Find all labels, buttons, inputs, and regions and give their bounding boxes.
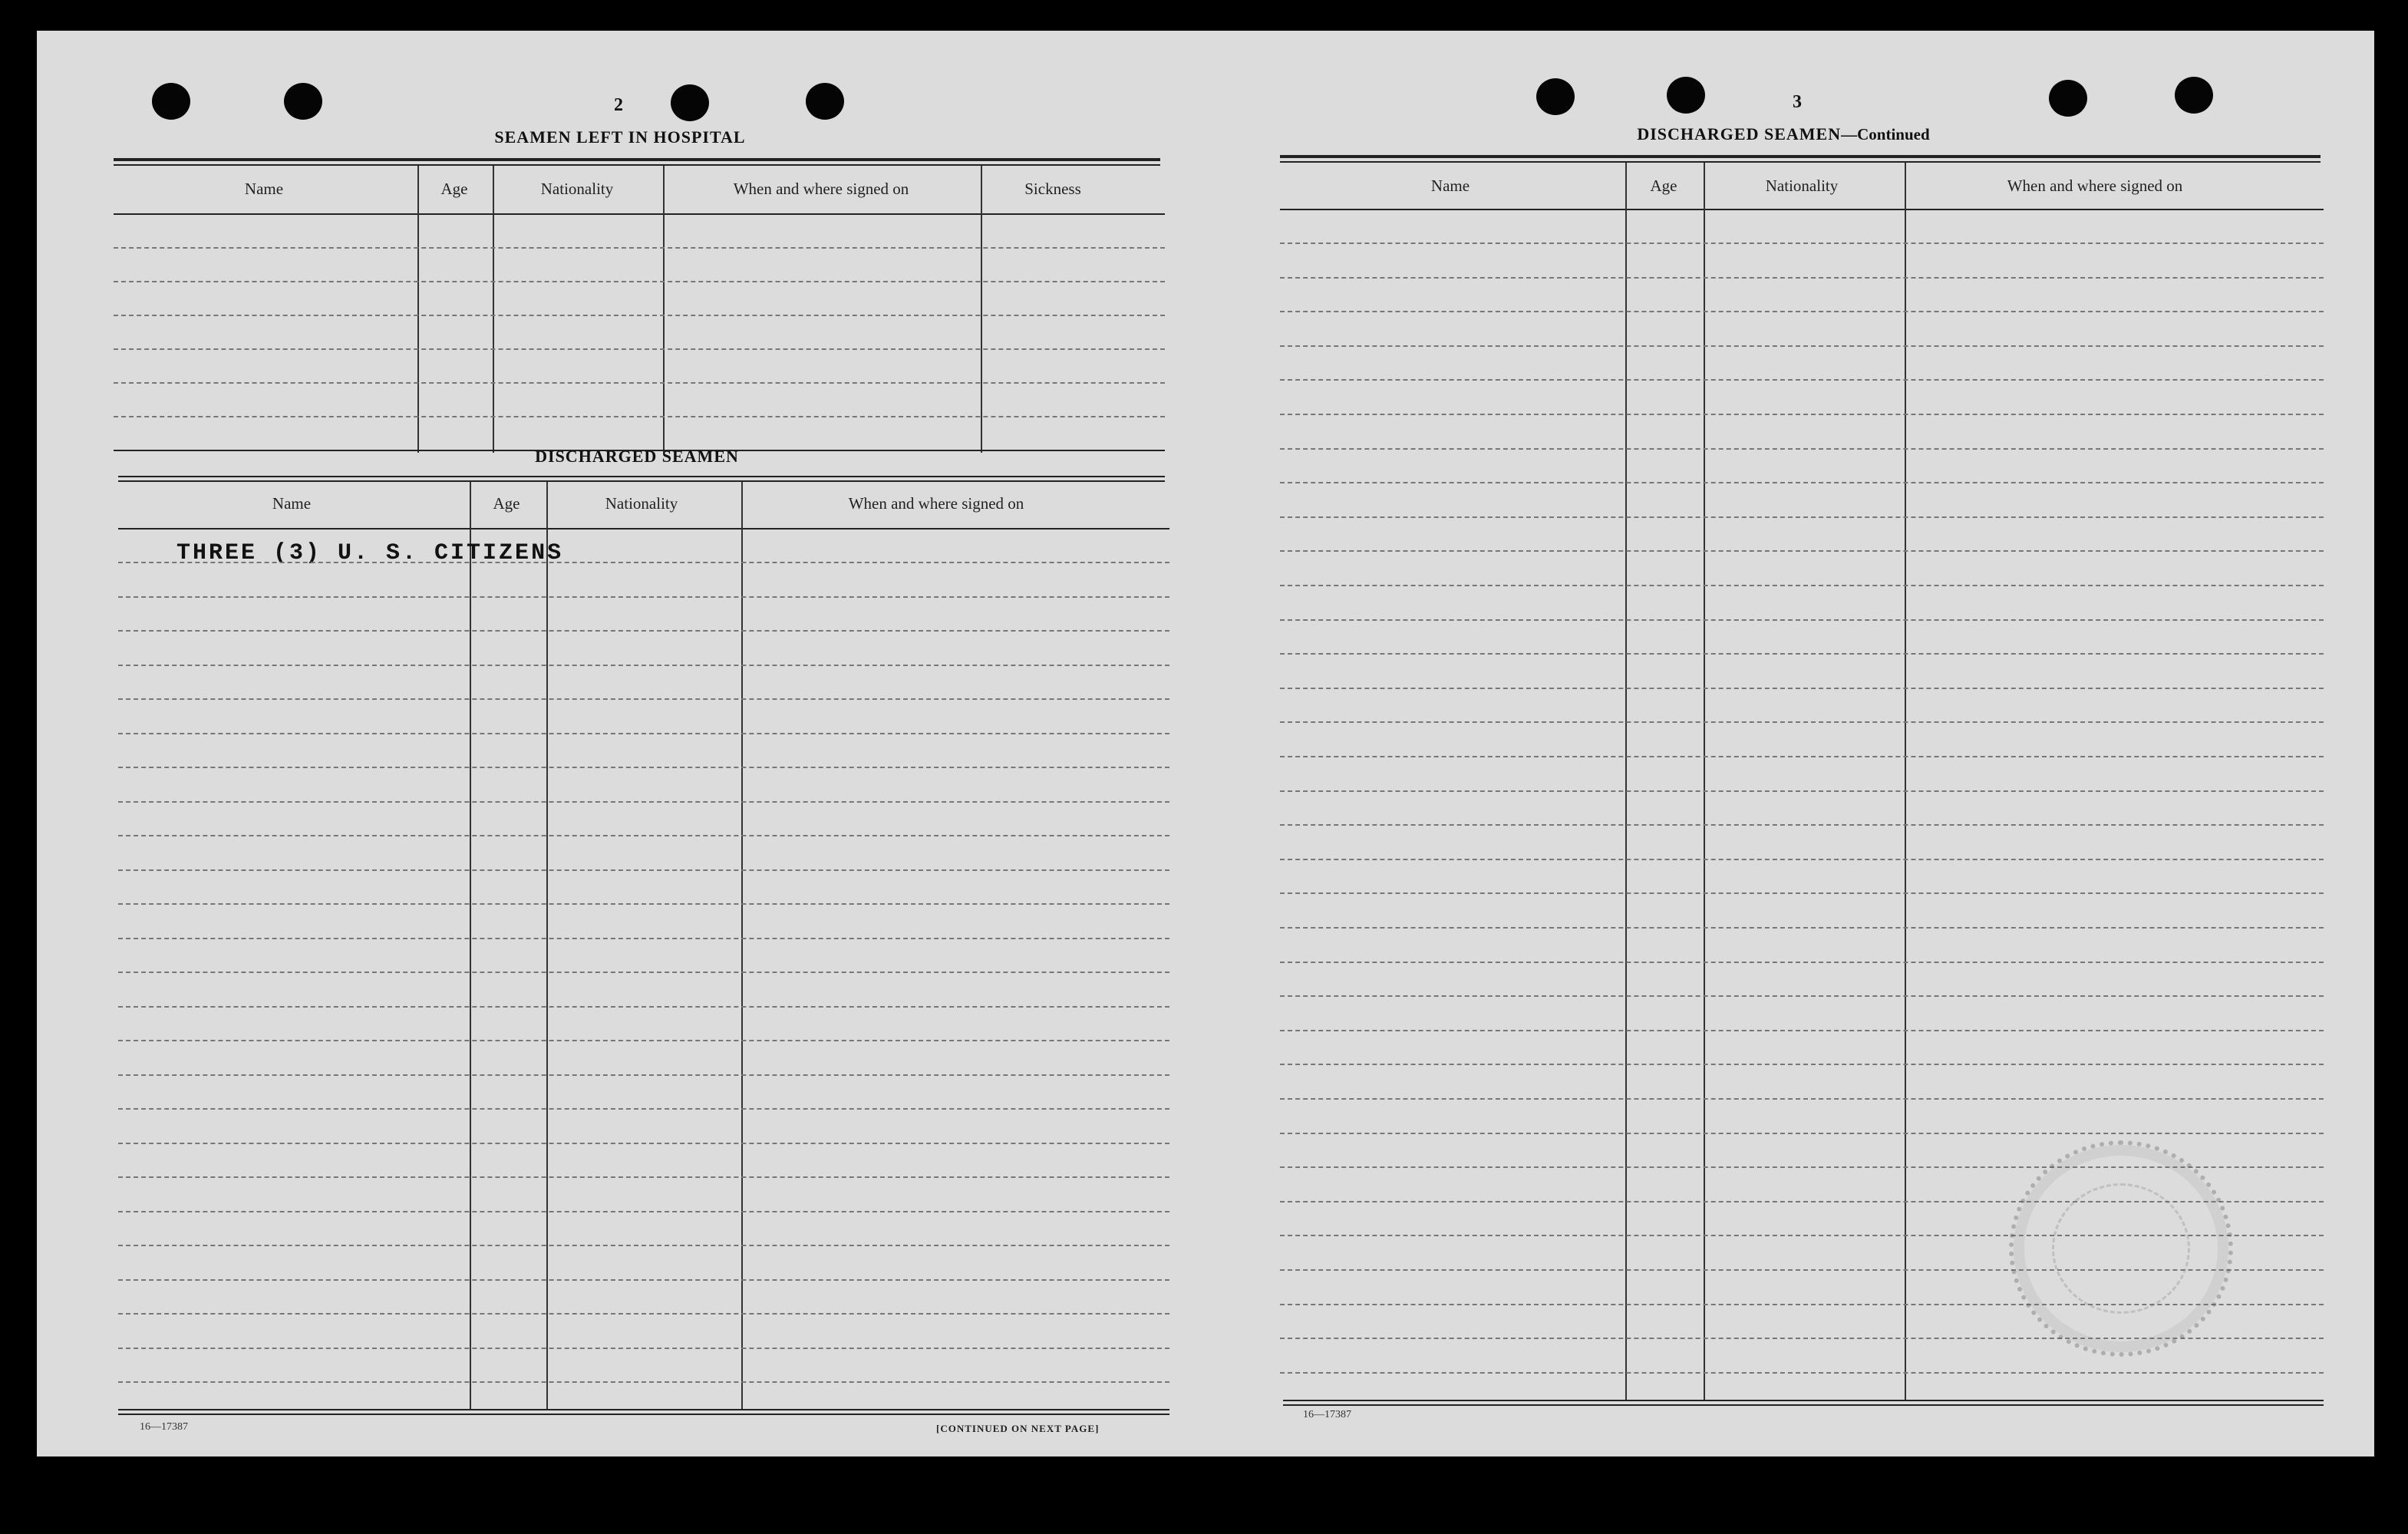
column-header-signed-on: When and where signed on <box>848 494 1024 513</box>
row-line <box>118 1040 1169 1041</box>
section-rule <box>118 480 1165 482</box>
column-header-signed-on: When and where signed on <box>733 180 909 198</box>
column-header-name: Name <box>1430 176 1470 195</box>
row-line <box>1280 585 2324 586</box>
column-divider <box>663 166 665 453</box>
punch-hole <box>152 83 190 120</box>
row-line <box>114 247 1165 249</box>
page-number: 3 <box>1793 92 1802 112</box>
form-number: 16—17387 <box>1303 1409 1351 1420</box>
row-line <box>118 1074 1169 1076</box>
title-main: DISCHARGED SEAMEN <box>1637 124 1842 144</box>
top-rule <box>1280 155 2321 158</box>
column-divider <box>417 166 419 453</box>
column-header-nationality: Nationality <box>540 180 614 198</box>
table-bottom-rule <box>118 1409 1169 1410</box>
row-line <box>118 698 1169 700</box>
row-line <box>118 972 1169 973</box>
row-line <box>118 596 1169 598</box>
row-line <box>118 630 1169 632</box>
row-line <box>114 281 1165 282</box>
row-line <box>118 1006 1169 1008</box>
discharged-continued-title <box>1637 124 1929 144</box>
table-bottom-rule <box>118 1414 1169 1415</box>
row-line <box>118 938 1169 939</box>
row-line <box>118 1143 1169 1144</box>
punch-hole <box>1536 78 1575 115</box>
row-line <box>118 869 1169 871</box>
row-line <box>1280 1133 2324 1134</box>
row-line <box>118 1313 1169 1315</box>
header-rule <box>118 528 1169 529</box>
row-line <box>1280 756 2324 757</box>
table-bottom-rule <box>1283 1400 2324 1401</box>
row-line <box>1280 345 2324 347</box>
row-line <box>1280 962 2324 963</box>
punch-hole <box>2175 77 2213 114</box>
column-divider <box>981 166 982 453</box>
row-line <box>114 416 1165 417</box>
row-line <box>1280 653 2324 655</box>
form-number: 16—17387 <box>140 1421 188 1433</box>
row-line <box>118 1245 1169 1246</box>
continued-note: [CONTINUED ON NEXT PAGE] <box>936 1423 1100 1434</box>
column-header-age: Age <box>493 494 520 513</box>
row-line <box>1280 277 2324 279</box>
row-line <box>1280 311 2324 312</box>
column-divider <box>1625 163 1627 1401</box>
row-line <box>118 767 1169 768</box>
row-line <box>1280 1030 2324 1031</box>
row-line <box>114 315 1165 316</box>
row-line <box>118 562 1169 563</box>
row-line <box>118 1279 1169 1281</box>
column-header-age: Age <box>1650 176 1677 195</box>
table-bottom-rule <box>1283 1404 2324 1406</box>
row-line <box>1280 482 2324 483</box>
row-line <box>114 382 1165 384</box>
column-divider <box>741 482 743 1410</box>
row-line <box>118 733 1169 734</box>
column-header-signed-on: When and where signed on <box>2007 176 2183 195</box>
punch-hole <box>1667 77 1705 114</box>
column-divider <box>1704 163 1705 1401</box>
row-line <box>1280 448 2324 450</box>
discharged-section-title: DISCHARGED SEAMEN <box>535 447 739 466</box>
typed-entry: THREE (3) U. S. CITIZENS <box>176 540 564 566</box>
header-rule <box>114 213 1165 215</box>
column-divider <box>470 482 471 1410</box>
row-line <box>1280 1372 2324 1374</box>
column-header-age: Age <box>440 180 468 198</box>
row-line <box>1280 1064 2324 1065</box>
row-line <box>118 665 1169 666</box>
row-line <box>1280 619 2324 621</box>
hospital-section-title: SEAMEN LEFT IN HOSPITAL <box>494 127 746 147</box>
top-rule <box>114 164 1160 166</box>
row-line <box>1280 379 2324 381</box>
punch-hole <box>671 84 709 121</box>
column-header-nationality: Nationality <box>1765 176 1839 195</box>
row-line <box>118 801 1169 803</box>
header-rule <box>1280 209 2324 210</box>
column-header-sickness: Sickness <box>1024 180 1081 198</box>
punch-hole <box>806 83 844 120</box>
top-rule <box>114 158 1160 161</box>
column-header-name: Name <box>272 494 312 513</box>
punch-hole <box>284 83 322 120</box>
row-line <box>118 835 1169 836</box>
row-line <box>118 1108 1169 1110</box>
row-line <box>1280 414 2324 415</box>
column-header-name: Name <box>244 180 284 198</box>
faded-circular-stamp <box>2009 1140 2233 1357</box>
page-number: 2 <box>614 95 623 115</box>
row-line <box>1280 790 2324 792</box>
column-divider <box>1905 163 1906 1401</box>
row-line <box>1280 824 2324 826</box>
row-line <box>1280 688 2324 689</box>
row-line <box>1280 1098 2324 1100</box>
row-line <box>118 1348 1169 1349</box>
row-line <box>1280 242 2324 244</box>
title-suffix: —Continued <box>1841 125 1930 144</box>
row-line <box>114 348 1165 350</box>
row-line <box>1280 550 2324 552</box>
row-line <box>1280 516 2324 518</box>
row-line <box>118 903 1169 905</box>
column-header-nationality: Nationality <box>605 494 678 513</box>
punch-hole <box>2049 80 2087 117</box>
row-line <box>1280 721 2324 723</box>
row-line <box>118 1211 1169 1212</box>
column-divider <box>493 166 494 453</box>
row-line <box>1280 892 2324 894</box>
row-line <box>118 1176 1169 1178</box>
row-line <box>1280 859 2324 860</box>
row-line <box>118 1381 1169 1383</box>
column-divider <box>546 482 548 1410</box>
section-rule <box>118 476 1165 477</box>
top-rule <box>1280 161 2321 163</box>
row-line <box>1280 995 2324 997</box>
document-sheet <box>37 31 2374 1456</box>
row-line <box>1280 927 2324 929</box>
